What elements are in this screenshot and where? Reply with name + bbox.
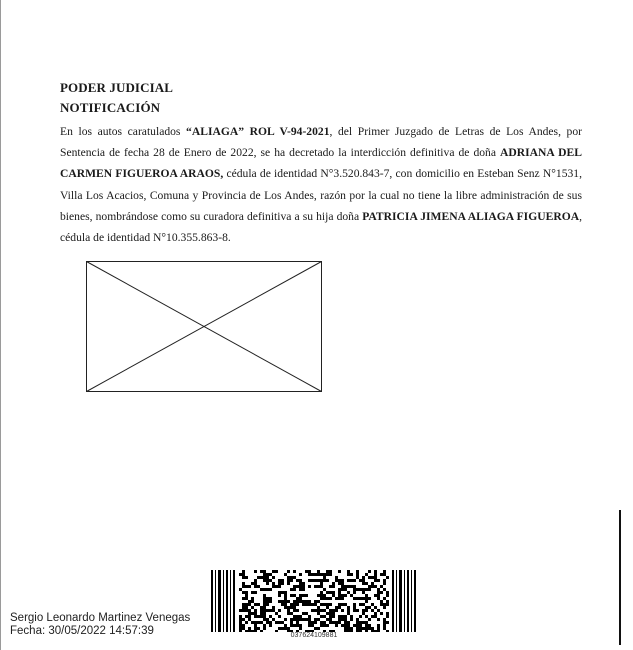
body-text-1: En los autos caratulados: [60, 125, 187, 138]
page-right-rule: [619, 510, 621, 645]
notification-body: [60, 121, 582, 248]
person-name-1: ADRIANA DEL CARMEN FIGUEROA ARAOS,: [60, 146, 582, 181]
body-text-3: cédula de identidad N°3.520.843-7, con domicilio en Esteban Senz N°1531, Villa Los Acacios, Comuna y Provincia de Los Andes, razón por la cual no tiene la libre administración de sus bienes, nombrándose como su curadora definitiva a su hija doña: [60, 167, 582, 223]
body-text-2: , del Primer Juzgado de Letras de Los Andes, por Sentencia de fecha 28 de Enero de 2022, se ha decretado la interdicción definitiva de doña: [60, 125, 583, 160]
body-text-4: , cédula de identidad N°10.355.863-8.: [60, 209, 582, 245]
signature-date: Fecha: 30/05/2022 14:57:39: [10, 625, 154, 637]
person-name-2: PATRICIA JIMENA ALIAGA FIGUEROA: [362, 209, 580, 223]
heading-notificacion: NOTIFICACIÓN: [60, 100, 161, 115]
signature-block: [10, 612, 190, 638]
image-placeholder: [86, 261, 322, 392]
heading-poder-judicial: PODER JUDICIAL: [60, 80, 173, 95]
case-name: “ALIAGA” ROL V-94-2021: [186, 125, 330, 138]
barcode-image: [211, 570, 417, 632]
signer-name: Sergio Leonardo Martinez Venegas: [10, 612, 191, 624]
barcode-number: 037624109881: [290, 632, 338, 639]
page-left-edge: [0, 0, 1, 650]
